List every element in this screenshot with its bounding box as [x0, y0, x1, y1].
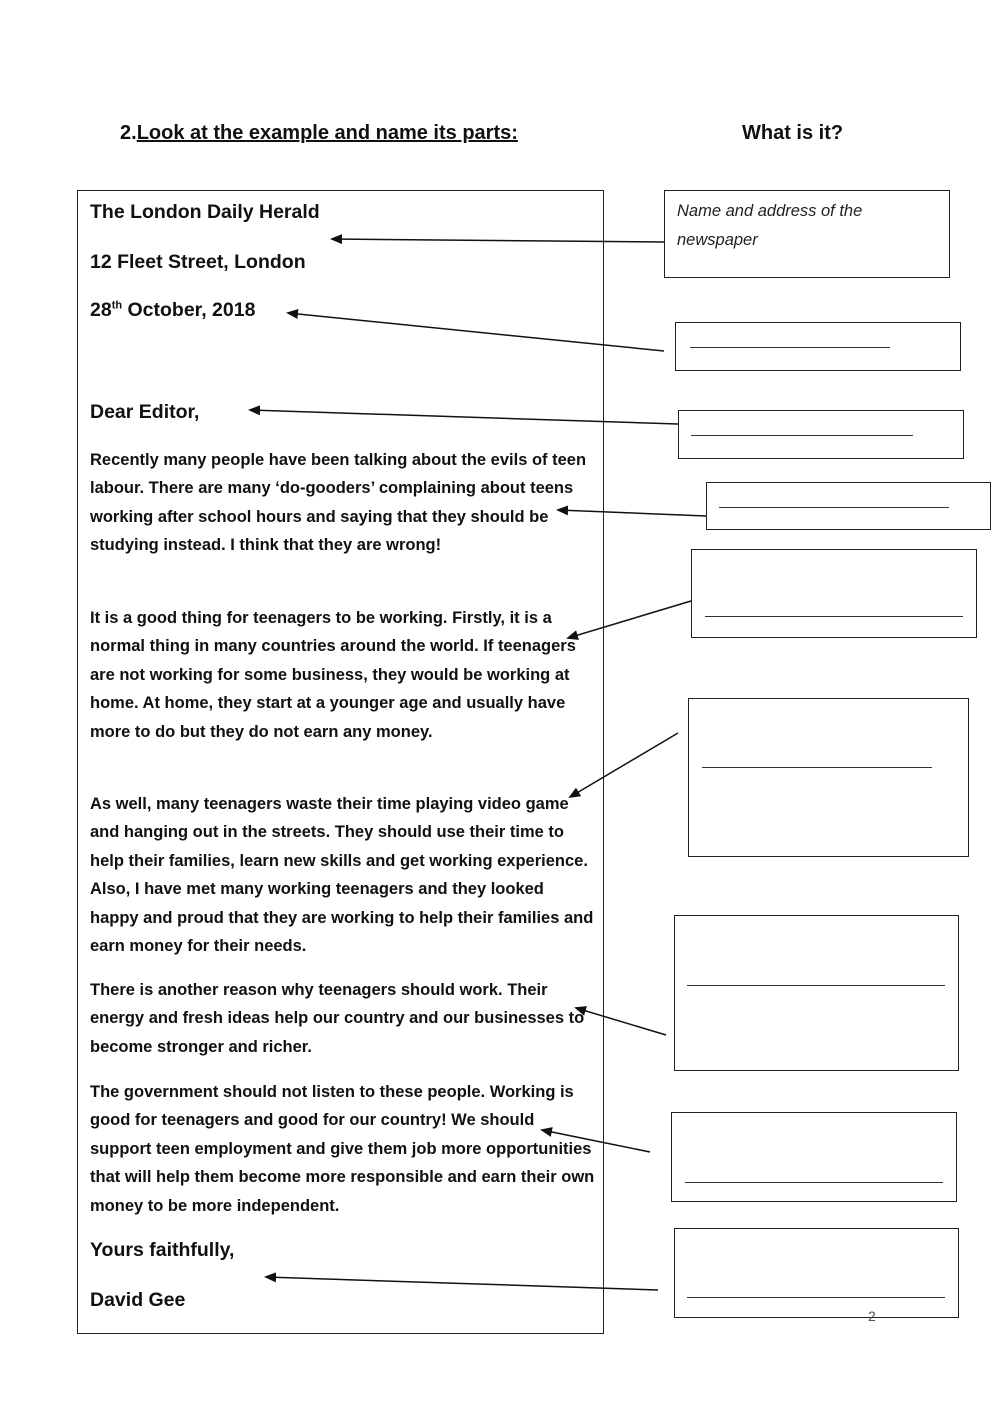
page-number: 2	[868, 1308, 876, 1324]
arrow-closing	[266, 1277, 658, 1290]
newspaper-address: 12 Fleet Street, London	[90, 251, 306, 273]
paragraph-introduction: Recently many people have been talking about the evils of teen labour. There are many ‘do-gooders’ complaining about teens working after school hours and saying that they should be studying instead. I think that they are wrong!	[90, 451, 587, 555]
arrow-date	[288, 313, 664, 351]
arrow-introduction	[558, 510, 706, 516]
what-is-it-heading: What is it?	[742, 122, 844, 144]
arrow-newspaper	[332, 239, 664, 242]
arrow-body-2	[570, 733, 678, 797]
task-number: 2.	[120, 122, 137, 144]
task-instruction: Look at the example and name its parts:	[136, 122, 518, 144]
signature: David Gee	[90, 1289, 186, 1311]
paragraph-body-1: It is a good thing for teenagers to be working. Firstly, it is a normal thing in many countries around the world. If teenagers are not working for some business, they would be working at home. At home, they start at a younger age and usually have more to do but they do not earn any money.	[90, 609, 576, 741]
arrow-greeting	[250, 410, 678, 424]
arrow-body-3	[576, 1008, 666, 1035]
paragraph-body-3: There is another reason why teenagers should work. Their energy and fresh ideas help our country and our businesses to become stronger and richer.	[90, 981, 585, 1056]
example-answer: Name and address of the newspaper	[677, 202, 863, 249]
date-rest: October, 2018	[122, 299, 256, 321]
date-day: 28	[90, 299, 112, 321]
date-suffix: th	[111, 299, 123, 312]
closing: Yours faithfully,	[90, 1239, 235, 1261]
newspaper-name: The London Daily Herald	[90, 201, 320, 223]
paragraph-conclusion: The government should not listen to these people. Working is good for teenagers and good for our country! We should support teen employment and give them job more opportunities that will help them become more responsible and earn their own money to be more independent.	[90, 1083, 595, 1215]
greeting: Dear Editor,	[90, 401, 200, 423]
arrow-body-1	[568, 601, 691, 638]
arrow-conclusion	[542, 1130, 650, 1152]
paragraph-body-2: As well, many teenagers waste their time playing video game and hanging out in the streets. They should use their time to help their families, learn new skills and get working experience. Also, I have met many working teenagers and they looked happy and proud that they are working to help their families and earn money for their needs.	[90, 795, 594, 956]
